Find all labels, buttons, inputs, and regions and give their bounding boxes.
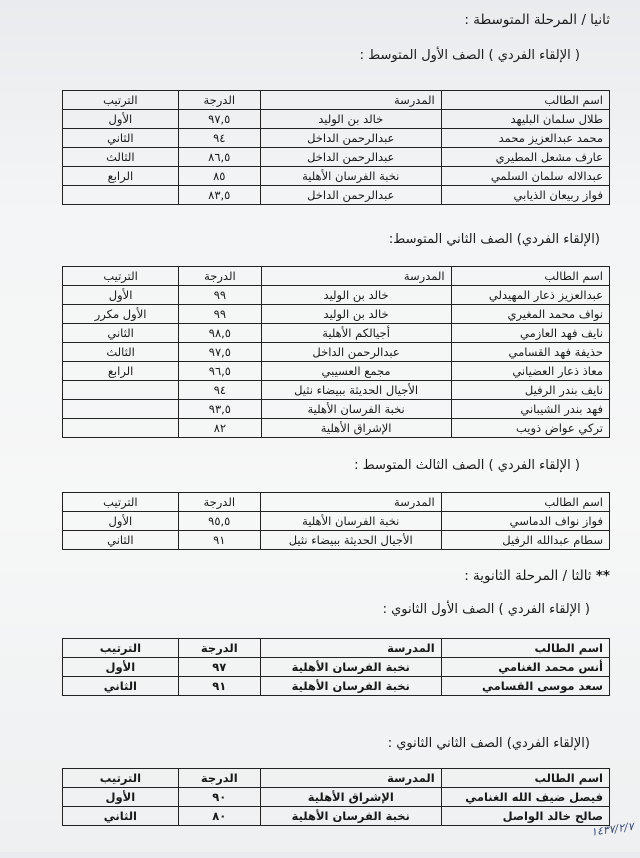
column-header-score: الدرجة — [178, 91, 260, 110]
cell-name: أنس محمد الغنامي — [441, 658, 609, 677]
table-row — [63, 807, 610, 826]
column-header-rank: الترتيب — [63, 267, 179, 286]
table-row — [63, 531, 610, 550]
table-row — [63, 305, 610, 324]
cell-name: فواز نواف الدماسي — [441, 512, 609, 531]
cell-score: ٩١ — [178, 531, 260, 550]
column-header-score: الدرجة — [178, 493, 260, 512]
table-row — [63, 381, 610, 400]
cell-school: الأجيال الحديثة ببيضاء نثيل — [261, 381, 451, 400]
column-header-rank: الترتيب — [63, 91, 179, 110]
cell-name: نواف محمد المغيري — [451, 305, 609, 324]
table-row — [63, 148, 610, 167]
table-header-row — [63, 639, 610, 658]
grade1-secondary-heading: ( الإلقاء الفردي ) الصف الأول الثانوي : — [382, 602, 590, 617]
cell-name: حذيفة فهد القسامي — [451, 343, 609, 362]
column-header-school: المدرسة — [260, 639, 441, 658]
cell-rank: الثاني — [63, 807, 179, 826]
column-header-school: المدرسة — [261, 267, 451, 286]
column-header-rank: الترتيب — [63, 639, 179, 658]
table-row — [63, 677, 610, 696]
grade2-secondary-heading: (الإلقاء الفردي) الصف الثاني الثانوي : — [387, 736, 590, 751]
cell-name: سطام عبدالله الرفيل — [441, 531, 609, 550]
cell-score: ٩٧ — [178, 658, 260, 677]
grade2-secondary-table — [62, 768, 610, 826]
cell-school: الإشراق الأهلية — [261, 419, 451, 438]
cell-school: عبدالرحمن الداخل — [261, 343, 451, 362]
cell-score: ٩٣,٥ — [179, 400, 261, 419]
cell-rank — [63, 381, 179, 400]
cell-rank: الأول مكرر — [63, 305, 179, 324]
column-header-name: اسم الطالب — [451, 267, 609, 286]
cell-name: نايف فهد العازمي — [451, 324, 609, 343]
cell-name: فيصل ضيف الله الغنامي — [441, 788, 609, 807]
table-row — [63, 400, 610, 419]
table-row — [63, 110, 610, 129]
cell-name: سعد موسى القسامي — [441, 677, 609, 696]
table-row — [63, 512, 610, 531]
cell-rank: الأول — [63, 286, 179, 305]
cell-score: ٩١ — [178, 677, 260, 696]
table-row — [63, 343, 610, 362]
column-header-name: اسم الطالب — [441, 493, 609, 512]
cell-score: ٩٠ — [178, 788, 260, 807]
cell-score: ٩٤ — [178, 129, 260, 148]
table-row — [63, 362, 610, 381]
cell-rank: الثاني — [63, 677, 179, 696]
cell-school: خالد بن الوليد — [260, 110, 441, 129]
cell-name: نايف بندر الرفيل — [451, 381, 609, 400]
cell-name: معاذ ذعار العضياني — [451, 362, 609, 381]
grade3-middle-table — [62, 492, 610, 550]
cell-school: خالد بن الوليد — [261, 286, 451, 305]
column-header-name: اسم الطالب — [441, 639, 609, 658]
grade1-secondary-table — [62, 638, 610, 696]
cell-score: ٩٤ — [179, 381, 261, 400]
cell-school: نخبة الفرسان الأهلية — [260, 677, 441, 696]
cell-score: ٩٩ — [179, 286, 261, 305]
cell-name: طلال سلمان البليهد — [441, 110, 609, 129]
table-row — [63, 286, 610, 305]
cell-score: ٩٧,٥ — [179, 343, 261, 362]
cell-rank: الأول — [63, 788, 179, 807]
cell-name: عبدالعزيز ذعار المهيدلي — [451, 286, 609, 305]
cell-rank: الرابع — [63, 167, 179, 186]
cell-score: ٩٩ — [179, 305, 261, 324]
grade1-middle-table — [62, 90, 610, 205]
table-row — [63, 186, 610, 205]
cell-school: مجمع العسيبي — [261, 362, 451, 381]
grade3-middle-heading: ( الإلقاء الفردي ) الصف الثالث المتوسط : — [354, 458, 580, 473]
cell-rank: الأول — [63, 658, 179, 677]
grade2-middle-heading: (الإلقاء الفردي) الصف الثاني المتوسط: — [388, 232, 600, 247]
section-middle-stage-title: ثانيا / المرحلة المتوسطة : — [464, 12, 610, 28]
cell-rank: الثالث — [63, 343, 179, 362]
cell-name: عبدالاله سلمان السلمي — [441, 167, 609, 186]
cell-school: الإشراق الأهلية — [260, 788, 441, 807]
table-row — [63, 129, 610, 148]
cell-school: الأجيال الحديثة ببيضاء نثيل — [260, 531, 441, 550]
cell-rank — [63, 419, 179, 438]
cell-score: ٨٦,٥ — [178, 148, 260, 167]
grade1-middle-heading: ( الإلقاء الفردي ) الصف الأول المتوسط : — [359, 48, 580, 63]
column-header-rank: الترتيب — [63, 493, 179, 512]
cell-score: ٨٣,٥ — [178, 186, 260, 205]
cell-score: ٨٢ — [179, 419, 261, 438]
table-header-row — [63, 267, 610, 286]
table-header-row — [63, 769, 610, 788]
cell-school: عبدالرحمن الداخل — [260, 129, 441, 148]
grade2-middle-table — [62, 266, 610, 438]
bullet-marker: ** — [595, 568, 610, 584]
cell-school: نخبة الفرسان الأهلية — [260, 512, 441, 531]
cell-rank: الأول — [63, 110, 179, 129]
table-row — [63, 419, 610, 438]
cell-name: تركي عواض ذويب — [451, 419, 609, 438]
cell-rank: الثاني — [63, 129, 179, 148]
cell-school: نخبة الفرسان الأهلية — [260, 807, 441, 826]
column-header-school: المدرسة — [260, 493, 441, 512]
column-header-school: المدرسة — [260, 91, 441, 110]
cell-school: عبدالرحمن الداخل — [260, 186, 441, 205]
cell-score: ٩٧,٥ — [178, 110, 260, 129]
cell-score: ٨٥ — [178, 167, 260, 186]
column-header-name: اسم الطالب — [441, 769, 609, 788]
column-header-school: المدرسة — [260, 769, 441, 788]
table-header-row — [63, 91, 610, 110]
cell-school: نخبة الفرسان الأهلية — [260, 658, 441, 677]
cell-rank: الثاني — [63, 531, 179, 550]
cell-score: ٩٨,٥ — [179, 324, 261, 343]
cell-rank: الرابع — [63, 362, 179, 381]
column-header-score: الدرجة — [179, 267, 261, 286]
cell-rank — [63, 400, 179, 419]
cell-name: فهد بندر الشيباني — [451, 400, 609, 419]
cell-name: فواز ربيعان الذيابي — [441, 186, 609, 205]
cell-school: أجيالكم الأهلية — [261, 324, 451, 343]
cell-rank: الثاني — [63, 324, 179, 343]
section-secondary-title-text: ثالثا / المرحلة الثانوية : — [464, 568, 592, 584]
cell-name: صالح خالد الواصل — [441, 807, 609, 826]
table-row — [63, 658, 610, 677]
table-header-row — [63, 493, 610, 512]
cell-school: نخبة الفرسان الأهلية — [260, 167, 441, 186]
cell-rank: الثالث — [63, 148, 179, 167]
cell-score: ٩٥,٥ — [178, 512, 260, 531]
cell-score: ٩٦,٥ — [179, 362, 261, 381]
cell-rank: الأول — [63, 512, 179, 531]
cell-name: عارف مشعل المطيري — [441, 148, 609, 167]
column-header-score: الدرجة — [178, 639, 260, 658]
table-row — [63, 167, 610, 186]
column-header-score: الدرجة — [178, 769, 260, 788]
handwritten-signature: ١٤٣٧/٢/٧ — [590, 819, 635, 839]
cell-school: نخبة الفرسان الأهلية — [261, 400, 451, 419]
table-row — [63, 324, 610, 343]
cell-school: خالد بن الوليد — [261, 305, 451, 324]
table-row — [63, 788, 610, 807]
section-secondary-title — [464, 568, 610, 584]
column-header-name: اسم الطالب — [441, 91, 609, 110]
column-header-rank: الترتيب — [63, 769, 179, 788]
cell-rank — [63, 186, 179, 205]
cell-school: عبدالرحمن الداخل — [260, 148, 441, 167]
cell-score: ٨٠ — [178, 807, 260, 826]
cell-name: محمد عبدالعزيز محمد — [441, 129, 609, 148]
